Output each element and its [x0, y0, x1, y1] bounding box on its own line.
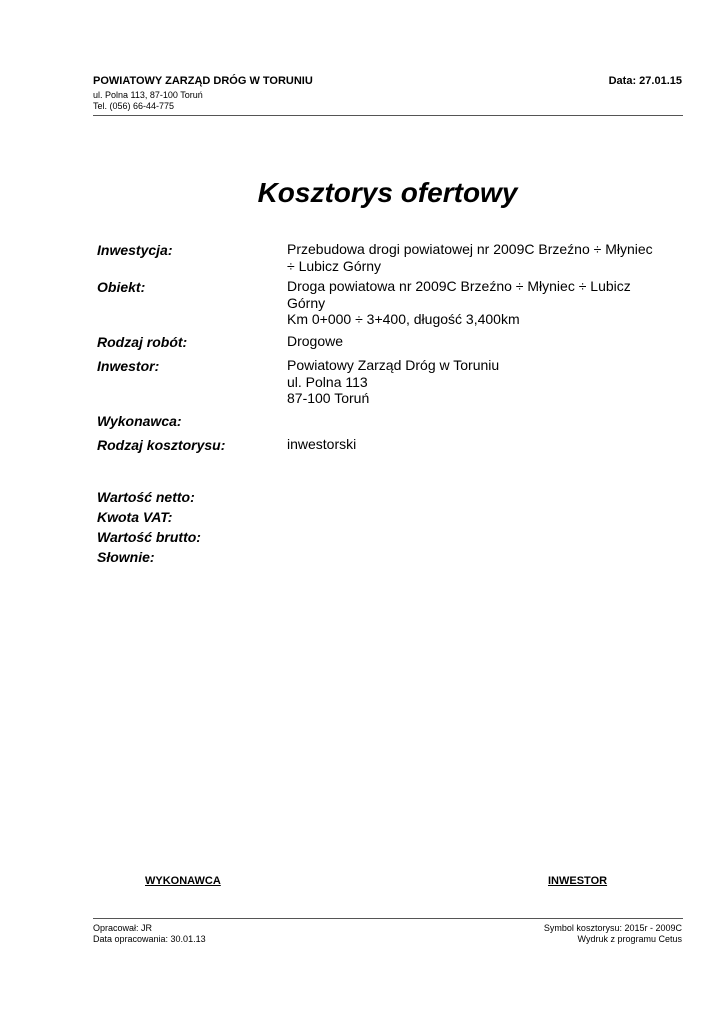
inwestor-line-3: 87-100 Toruń	[287, 390, 370, 406]
obiekt-line-1: Droga powiatowa nr 2009C Brzeźno ÷ Młyniec ÷ Lubicz	[287, 278, 631, 294]
inwestycja-line-2: ÷ Lubicz Górny	[287, 257, 382, 274]
wartosc-brutto-label: Wartość brutto:	[97, 529, 201, 545]
wartosc-netto-label: Wartość netto:	[97, 489, 195, 505]
symbol-kosztorysu-text: Symbol kosztorysu: 2015r - 2009C	[543, 923, 682, 933]
inwestycja-value	[287, 241, 677, 274]
inwestor-line-1: Powiatowy Zarząd Dróg w Toruniu	[287, 357, 500, 373]
rodzaj-kosztorysu-value: inwestorski	[287, 436, 357, 452]
inwestor-signature-label: INWESTOR	[548, 875, 608, 887]
inwestor-line-2: ul. Polna 113	[287, 373, 368, 390]
kwota-vat-label: Kwota VAT:	[97, 509, 173, 525]
document-date: Data: 27.01.15	[608, 75, 682, 87]
rodzaj-robot-value: Drogowe	[287, 333, 344, 349]
organization-phone: Tel. (056) 66-44-775	[93, 101, 175, 111]
footer-right	[544, 923, 682, 945]
organization-address: ul. Polna 113, 87-100 Toruń	[93, 90, 203, 100]
opracowal-text: Opracował: JR	[93, 923, 153, 933]
footer-divider	[93, 918, 683, 919]
obiekt-line-2: Górny	[287, 294, 326, 311]
wykonawca-signature-label: WYKONAWCA	[145, 875, 221, 887]
inwestycja-line-1: Przebudowa drogi powiatowej nr 2009C Brzeźno ÷ Młyniec	[287, 241, 653, 257]
data-opracowania-text: Data opracowania: 30.01.13	[93, 934, 206, 944]
rodzaj-kosztorysu-label: Rodzaj kosztorysu:	[97, 437, 226, 453]
wykonawca-label: Wykonawca:	[97, 413, 182, 429]
footer-left	[93, 923, 206, 945]
obiekt-label: Obiekt:	[97, 279, 146, 295]
document-title: Kosztorys ofertowy	[257, 177, 518, 208]
slownie-label: Słownie:	[97, 549, 155, 565]
obiekt-line-3: Km 0+000 ÷ 3+400, długość 3,400km	[287, 311, 520, 327]
wydruk-text: Wydruk z programu Cetus	[577, 934, 682, 944]
organization-name: POWIATOWY ZARZĄD DRÓG W TORUNIU	[93, 75, 313, 87]
rodzaj-robot-label: Rodzaj robót:	[97, 334, 188, 350]
header-divider	[93, 115, 683, 116]
obiekt-value	[287, 278, 677, 328]
inwestor-value	[287, 357, 677, 407]
inwestor-label: Inwestor:	[97, 358, 160, 374]
inwestycja-label: Inwestycja:	[97, 242, 173, 258]
